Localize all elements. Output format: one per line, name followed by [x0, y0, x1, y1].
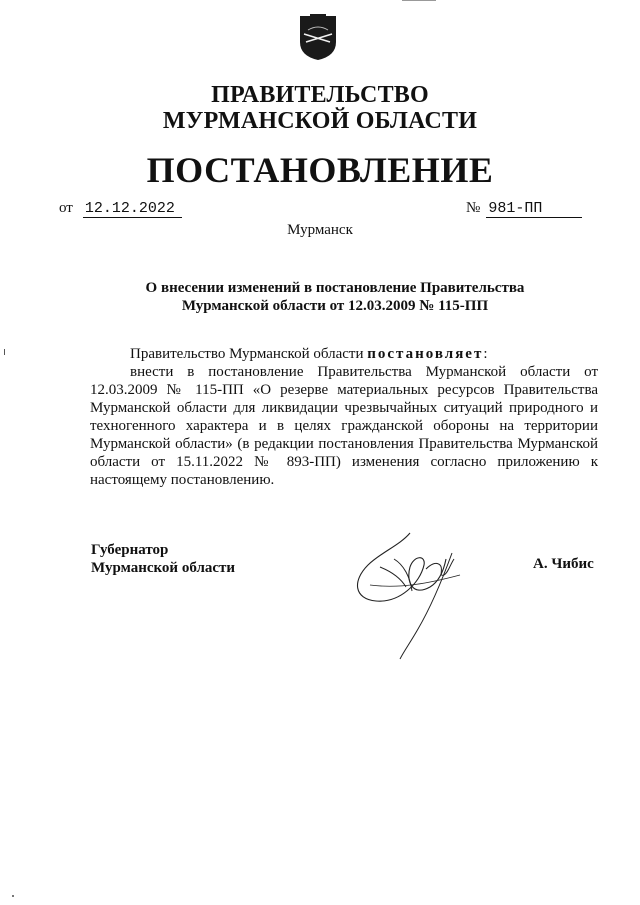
scan-artifact-mark — [4, 349, 5, 355]
document-subject — [120, 279, 550, 315]
city: Мурманск — [287, 222, 353, 238]
signatory-title-line-1: Губернатор — [91, 542, 169, 558]
date-row — [59, 200, 182, 218]
org-line-1: ПРАВИТЕЛЬСТВО — [211, 82, 429, 108]
intro-end: : — [483, 346, 488, 362]
document-date: 12.12.2022 — [83, 200, 182, 218]
signatory-name: А. Чибис — [533, 556, 594, 572]
subject-line-1: О внесении изменений в постановление Правительства — [145, 280, 525, 296]
handwritten-signature — [340, 525, 480, 665]
org-line-2: МУРМАНСКОЙ ОБЛАСТИ — [162, 108, 478, 134]
signatory-title — [91, 541, 235, 577]
organization-name — [0, 82, 640, 134]
coat-of-arms-icon — [296, 12, 340, 62]
number-row — [466, 200, 582, 218]
intro-text: Правительство Мурманской области — [130, 346, 368, 362]
intro-paragraph — [90, 345, 598, 363]
date-label: от — [59, 200, 73, 216]
decree-verb: постановляет — [367, 346, 484, 362]
scan-artifact-dot — [12, 895, 14, 897]
main-paragraph: внести в постановление Правительства Мурманской области от 12.03.2009 № 115-ПП «О резерве материальных ресурсов Правительства Мурманской области для ликвидации чрезвычайных ситуаций природного и техногенного характера и в целях гражданской обороны на территории Мурманской области» (в редакции постановления Правительства Мурманской области от 15.11.2022 № 893-ПП) изменения согласно приложению к настоящему постановлению. — [90, 364, 598, 488]
document-number: 981-ПП — [486, 200, 582, 218]
scan-artifact-line — [402, 0, 436, 1]
signatory-title-line-2: Мурманской области — [91, 560, 236, 576]
number-label: № — [466, 200, 481, 216]
subject-line-2: Мурманской области от 12.03.2009 № 115-ПП — [181, 298, 489, 314]
document-body — [90, 345, 598, 489]
document-type: ПОСТАНОВЛЕНИЕ — [146, 150, 494, 190]
